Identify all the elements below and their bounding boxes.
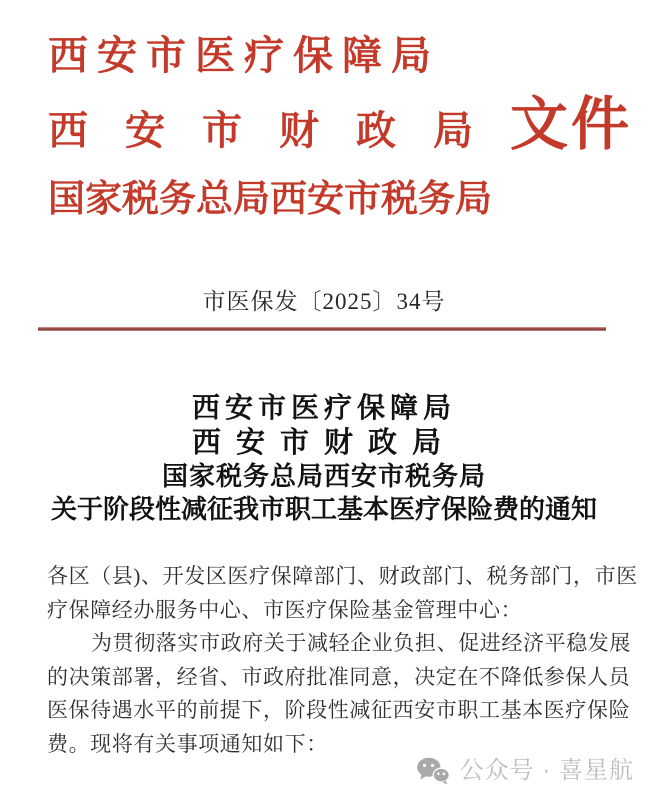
body-line: 医保待遇水平的前提下，阶段性减征西安市职工基本医疗保险 xyxy=(47,698,631,722)
wechat-icon xyxy=(416,757,450,785)
letterhead-document-word: 文件 xyxy=(510,92,633,157)
letterhead-agency-3: 国家税务总局西安市税务局 xyxy=(48,179,492,220)
letterhead xyxy=(48,33,632,222)
document-body xyxy=(47,560,638,761)
document-number: 市医保发〔2025〕34号 xyxy=(202,289,446,314)
red-divider-line xyxy=(38,327,606,331)
title-agency-3: 国家税务总局西安市税务局 xyxy=(161,462,486,491)
body-line: 费。现将有关事项通知如下： xyxy=(47,731,328,756)
letterhead-agency-2: 西安市财政局 xyxy=(48,108,510,153)
body-line: 为贯彻落实市政府关于减轻企业负担、促进经济平稳发展 xyxy=(91,631,631,655)
letterhead-line-2 xyxy=(48,93,632,172)
watermark xyxy=(416,756,634,786)
title-agency-1: 西安市医疗保障局 xyxy=(191,393,456,424)
watermark-text: 公众号 · 喜星航 xyxy=(459,757,634,784)
body-line: 各区（县)、开发区医疗保障部门、财政部门、税务部门，市医 xyxy=(47,564,638,588)
letterhead-agency-1: 西安市医疗保障局 xyxy=(48,33,440,78)
title-agency-2: 西安市财政局 xyxy=(191,427,456,459)
document-title xyxy=(0,391,648,527)
title-subject: 关于阶段性减征我市职工基本医疗保险费的通知 xyxy=(50,495,597,524)
body-line: 疗保障经办服务中心、市医疗保险基金管理中心： xyxy=(47,597,523,622)
body-line: 的决策部署，经省、市政府批准同意，决定在不降低参保人员 xyxy=(47,664,631,689)
